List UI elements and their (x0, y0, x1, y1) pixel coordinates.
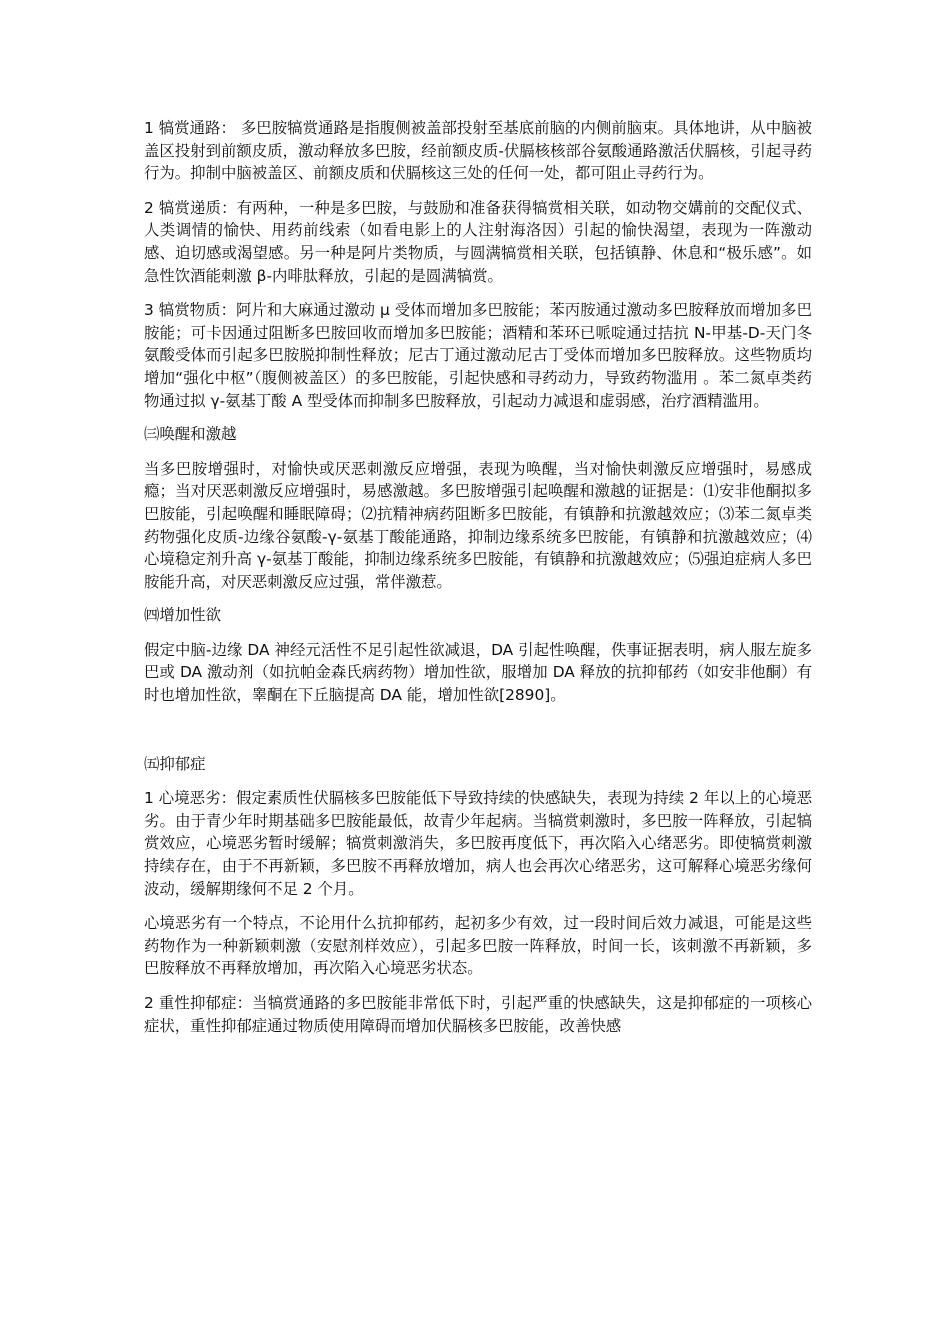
paragraph-dysthymia: 1 心境恶劣：假定素质性伏膈核多巴胺能低下导致持续的快感缺失，表现为持续 2 年以上的心境恶劣。由于青少年时期基础多巴胺能最低，故青少年起病。当犒赏刺激时，多巴胺一阵释放，引起犒赏效应，心境恶劣暂时缓解；犒赏刺激消失，多巴胺再度低下，再次陷入心绪恶劣。即使犒赏刺激持续存在，由于不再新颖，多巴胺不再释放增加，病人也会再次心绪恶劣，这可解释心境恶劣缘何波动，缓解期缘何不足 2 个月。 (144, 789, 812, 898)
paragraph-reward-pathway: 1 犒赏通路： 多巴胺犒赏通路是指腹侧被盖部投射至基底前脑的内侧前脑束。具体地讲，从中脑被盖区投射到前额皮质，激动释放多巴胺，经前额皮质-伏膈核核部谷氨酸通路激活伏膈核，引起寻药行为。抑制中脑被盖区、前额皮质和伏膈核这三处的任何一处，都可阻止寻药行为。 (144, 119, 812, 183)
paragraph-arousal-agitation: 当多巴胺增强时，对愉快或厌恶刺激反应增强，表现为唤醒，当对愉快刺激反应增强时，易感成瘾；当对厌恶刺激反应增强时，易感激越。多巴胺增强引起唤醒和激越的证据是：⑴安非他酮拟多巴胺能，引起唤醒和睡眠障碍；⑵抗精神病药阻断多巴胺能，有镇静和抗激越效应；⑶苯二氮卓类药物强化皮质-边缘谷氨酸-γ-氨基丁酸能通路，抑制边缘系统多巴胺能，有镇静和抗激越效应；⑷心境稳定剂升高 γ-氨基丁酸能，抑制边缘系统多巴胺能，有镇静和抗激越效应；⑸强迫症病人多巴胺能升高，对厌恶刺激反应过强，常伴激惹。 (144, 459, 812, 591)
section-heading-arousal: ㈢唤醒和激越 (144, 425, 237, 444)
document-page (144, 117, 812, 1037)
paragraph-reward-transmitter: 2 犒赏递质：有两种，一种是多巴胺，与鼓励和准备获得犒赏相关联，如动物交媾前的交配仪式、人类调情的愉快、用药前线索（如看电影上的人注射海洛因）引起的愉快渴望，表现为一阵激动感、迫切感或渴望感。另一种是阿片类物质，与圆满犒赏相关联，包括镇静、休息和“极乐感”。如急性饮酒能刺激 β-内啡肽释放，引起的是圆满犒赏。 (144, 198, 812, 285)
paragraph-reward-substances: 3 犒赏物质：阿片和大麻通过激动 μ 受体而增加多巴胺能；苯丙胺通过激动多巴胺释放而增加多巴胺能；可卡因通过阻断多巴胺回收而增加多巴胺能；酒精和苯环已哌啶通过拮抗 N-甲基-D-天门冬氨酸受体而引起多巴胺脱抑制性释放；尼古丁通过激动尼古丁受体而增加多巴胺释放。这些物质均增加“强化中枢”（腹侧被盖区）的多巴胺能，引起快感和寻药动力，导致药物滥用 。苯二氮卓类药物通过拟 γ-氨基丁酸 A 型受体而抑制多巴胺释放，引起动力减退和虚弱感，治疗酒精滥用。 (144, 301, 812, 410)
paragraph-libido: 假定中脑-边缘 DA 神经元活性不足引起性欲减退，DA 引起性唤醒，佚事证据表明，病人服左旋多巴或 DA 激动剂（如抗帕金森氏病药物）增加性欲，服增加 DA 释放的抗抑郁药（如安非他酮）有时也增加性欲，睾酮在下丘脑提高 DA 能，增加性欲[2890]。 (144, 640, 812, 705)
section-heading-libido: ㈣增加性欲 (144, 606, 221, 625)
paragraph-dysthymia-feature: 心境恶劣有一个特点，不论用什么抗抑郁药，起初多少有效，过一段时间后效力减退，可能是这些药物作为一种新颖刺激（安慰剂样效应），引起多巴胺一阵释放，时间一长，该刺激不再新颖，多巴胺释放不再释放增加，再次陷入心境恶劣状态。 (144, 914, 812, 978)
paragraph-major-depression: 2 重性抑郁症：当犒赏通路的多巴胺能非常低下时，引起严重的快感缺失，这是抑郁症的一项核心症状，重性抑郁症通过物质使用障碍而增加伏膈核多巴胺能，改善快感 (144, 994, 812, 1035)
section-heading-depression: ㈤抑郁症 (144, 754, 206, 773)
